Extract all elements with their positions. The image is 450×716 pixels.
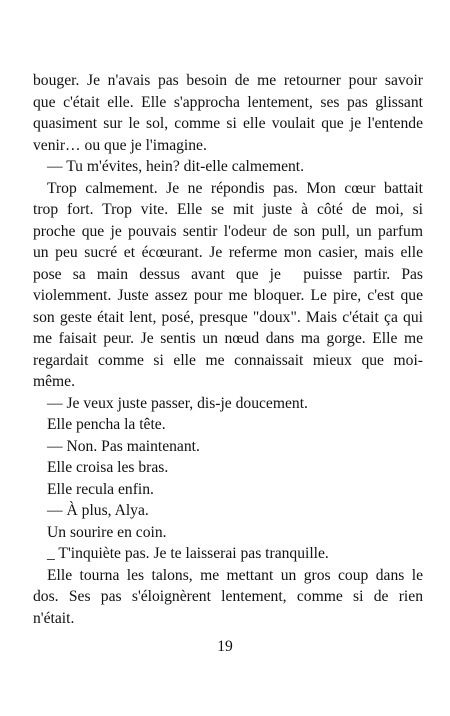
text-line: Elle tourna les talons, me mettant un gros coup dans le	[47, 566, 423, 584]
text-line: son geste était lent, posé, presque "doux". Mais c'était ça qui	[33, 308, 423, 326]
text-line: — À plus, Alya.	[47, 502, 149, 519]
text-line: Elle recula enfin.	[47, 480, 154, 498]
text-line: proche que je pouvais sentir l'odeur de son pull, un parfum	[33, 222, 423, 240]
text-line: dos. Ses pas s'éloignèrent lentement, comme si de rien	[33, 588, 423, 605]
text-line: — Non. Pas maintenant.	[47, 437, 200, 455]
text-line: même.	[33, 373, 75, 390]
text-line: Un sourire en coin.	[47, 523, 167, 541]
text-line: regardait comme si elle me connaissait mieux que moi-	[33, 351, 423, 369]
page-number: 19	[217, 638, 233, 655]
text-line: — Je veux juste passer, dis-je doucement.	[47, 394, 308, 412]
text-line: me faisait peur. Je sentis un nœud dans ma gorge. Elle me	[33, 330, 423, 347]
text-line: n'était.	[33, 609, 75, 627]
text-line: — Tu m'évites, hein? dit-elle calmement.	[47, 158, 305, 175]
text-line: Elle pencha la tête.	[47, 416, 166, 433]
text-line: bouger. Je n'avais pas besoin de me retourner pour savoir	[33, 72, 423, 89]
text-line: quasiment sur le sol, comme si elle voulait que je l'entende	[33, 115, 423, 132]
body-text	[33, 70, 423, 629]
text-line: que c'était elle. Elle s'approcha lentement, ses pas glissant	[33, 93, 423, 111]
text-line: pose sa main dessus avant que je puisse partir. Pas	[33, 265, 423, 283]
text-line: Elle croisa les bras.	[47, 459, 169, 476]
text-line: trop fort. Trop vite. Elle se mit juste à côté de moi, si	[33, 201, 423, 218]
text-line: un peu sucré et écœurant. Je referme mon casier, mais elle	[33, 244, 423, 261]
text-line: _ T'inquiète pas. Je te laisserai pas tranquille.	[47, 545, 329, 562]
text-line: violemment. Juste assez pour me bloquer. Le pire, c'est que	[33, 287, 423, 304]
text-line: venir… ou que je l'imagine.	[33, 136, 207, 154]
text-line: Trop calmement. Je ne répondis pas. Mon cœur battait	[47, 179, 423, 197]
